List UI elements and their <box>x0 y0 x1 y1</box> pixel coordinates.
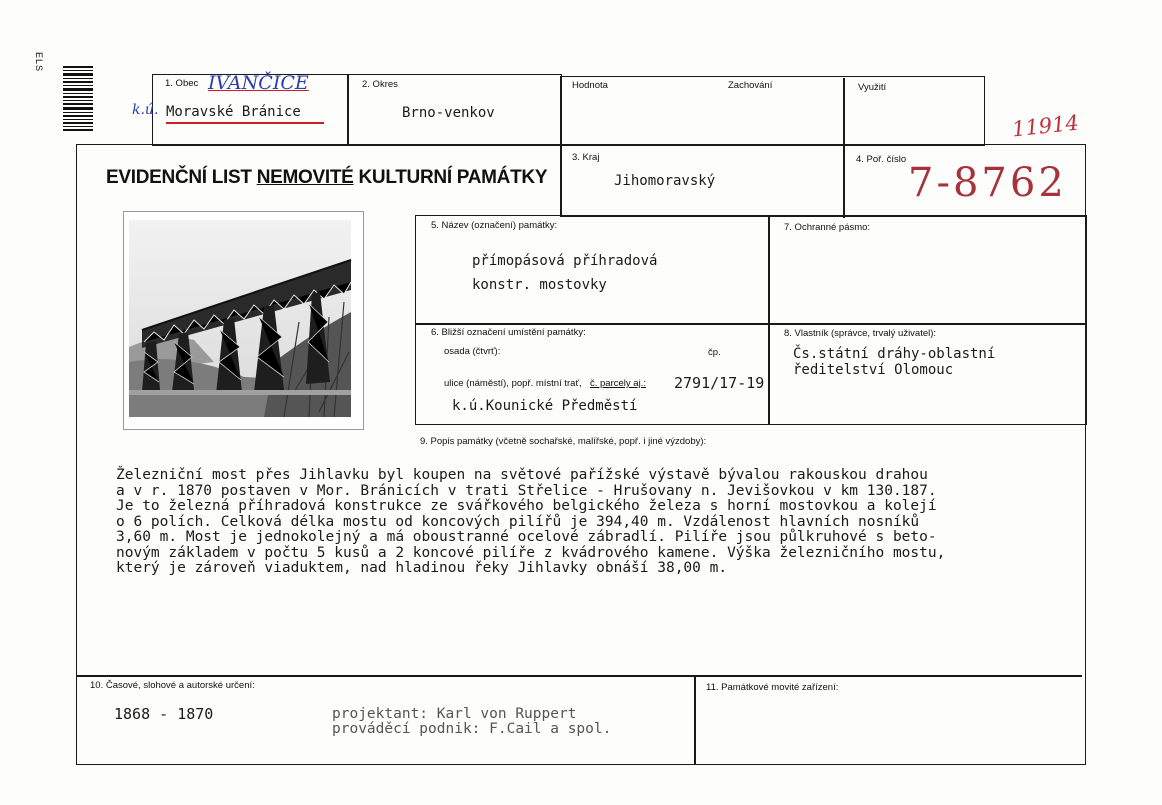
handwritten-number: 11914 <box>1010 110 1080 142</box>
divider <box>76 675 1082 677</box>
nazev-line2: konstr. mostovky <box>472 277 607 293</box>
ku-value: k.ú.Kounické Předměstí <box>452 398 638 414</box>
umisteni-label: 6. Bližší označení umístění památky: <box>431 327 586 338</box>
nazev-line1: přímopásová příhradová <box>472 253 658 269</box>
vyuziti-label: Využití <box>858 82 887 93</box>
obec-value: Moravské Bránice <box>166 104 301 120</box>
title-prefix: EVIDENČNÍ LIST <box>106 167 257 188</box>
urceni-line1: projektant: Karl von Ruppert <box>332 706 577 722</box>
parcely-label: č. parcely aj.: <box>590 378 646 389</box>
nazev-label: 5. Název (označení) památky: <box>431 220 558 231</box>
popis-text <box>116 468 1076 577</box>
field-hodnota-box <box>560 76 985 146</box>
divider <box>694 675 696 765</box>
obec-handwritten: IVANČICE <box>208 72 309 94</box>
title-suffix: KULTURNÍ PAMÁTKY <box>353 167 548 188</box>
movite-zarizeni-label: 11. Památkové movité zařízení: <box>706 682 839 693</box>
urceni-label: 10. Časové, slohové a autorské určení: <box>90 680 255 691</box>
kraj-value: Jihomoravský <box>614 173 716 189</box>
okres-value: Brno-venkov <box>402 105 495 121</box>
divider <box>560 146 562 216</box>
urceni-line2: prováděcí podnik: F.Cail a spol. <box>332 721 612 737</box>
obec-underline <box>166 122 324 124</box>
popis-line: o 6 polích. Celková délka mostu od koncových pilířů je 394,40 m. Vzdálenost hlavních nosníků <box>116 513 920 530</box>
kraj-label: 3. Kraj <box>572 152 600 163</box>
vlastnik-line2: ředitelství Olomouc <box>793 362 954 378</box>
zachovani-label: Zachování <box>728 80 773 91</box>
urceni-years: 1868 - 1870 <box>114 705 214 723</box>
title-underlined: NEMOVITÉ <box>256 167 354 188</box>
ulice-label: ulice (náměstí), popř. místní trať, <box>444 378 582 389</box>
cp-label: čp. <box>708 347 721 358</box>
popis-line: novým základem v počtu 5 kusů a 2 koncové pilíře z kvádrového kamene. Výška železničního mostu, <box>116 544 946 561</box>
vlastnik-label: 8. Vlastník (správce, trvalý uživatel): <box>784 328 937 339</box>
vlastnik-line1: Čs.státní dráhy-oblastní <box>793 346 996 362</box>
popis-line: a v r. 1870 postaven v Mor. Bránicích v trati Střelice - Hrušovany n. Jevišovkou v km 130.187. <box>116 482 937 499</box>
field-nazev-box <box>415 215 770 325</box>
ochranne-pasmo-label: 7. Ochranné pásmo: <box>784 222 871 233</box>
parcely-value: 2791/17-19 <box>674 374 765 392</box>
popis-label: 9. Popis památky (včetně sochařské, malířské, popř. i jiné výzdoby): <box>420 436 707 447</box>
popis-line: Železniční most přes Jihlavku byl koupen na světové pařížské výstavě bývalou rakouskou drahou <box>116 467 928 483</box>
popis-line: 3,60 m. Most je jednokolejný a má oboustranné ocelové zábradlí. Pilíře jsou půlkruhové s beto- <box>116 529 937 545</box>
barcode-text: ELS <box>34 52 44 73</box>
hodnota-label: Hodnota <box>572 80 608 91</box>
bridge-photo <box>123 211 364 430</box>
form-title <box>106 167 547 189</box>
ku-prefix-handwritten: k.ú. <box>132 102 159 118</box>
field-okres-label: 2. Okres <box>362 79 398 90</box>
popis-line: Je to železná příhradová konstrukce ze svářkového belgického železa s horní mostovkou a kolejí <box>116 498 937 514</box>
popis-line: který je zároveň viaduktem, nad hladinou řeky Jihlavky obnáší 38,00 m. <box>116 560 728 576</box>
por-cislo-value: 7-8762 <box>908 160 1067 206</box>
barcode <box>58 44 96 132</box>
por-cislo-label: 4. Poř. číslo <box>856 154 907 165</box>
osada-label: osada (čtvrť): <box>444 346 501 357</box>
field-obec-label: 1. Obec <box>165 78 199 89</box>
